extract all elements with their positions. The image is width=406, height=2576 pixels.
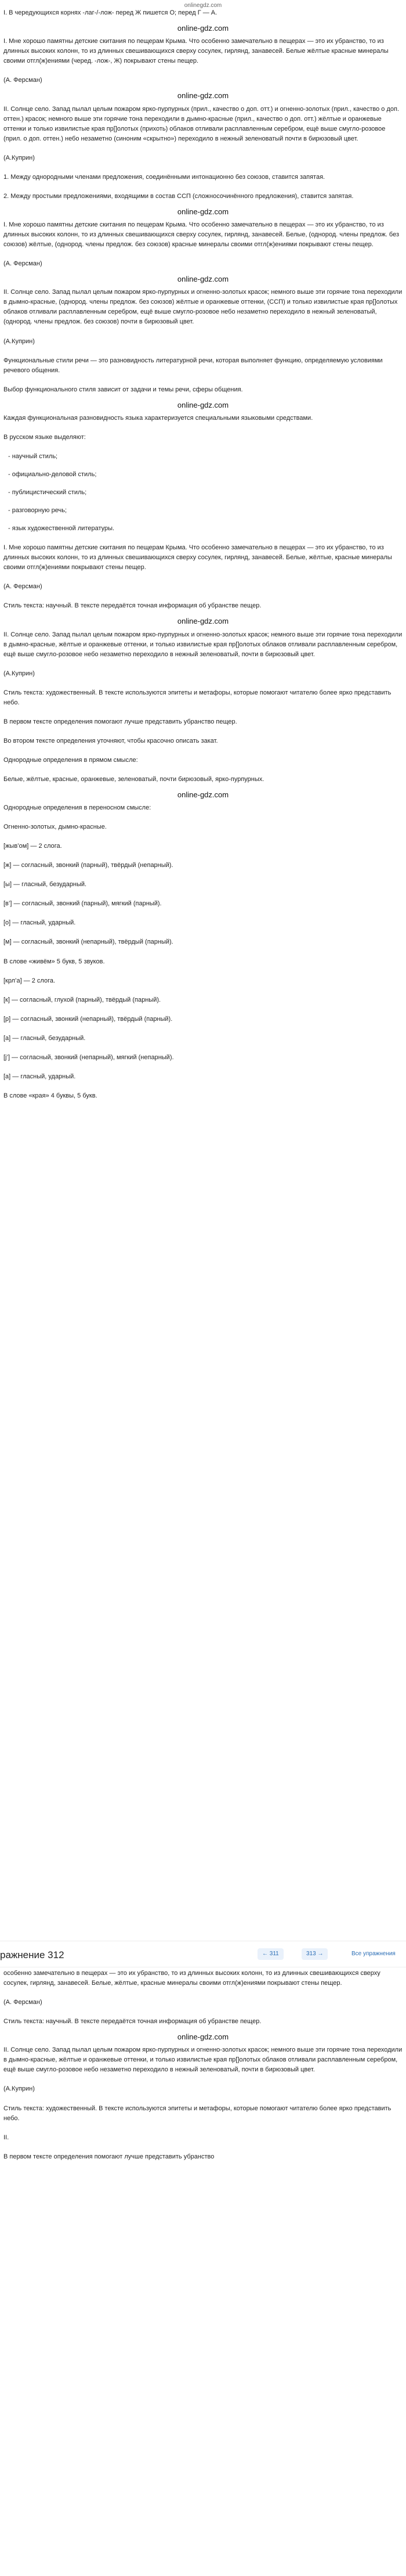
phonetic-line: [а] — гласный, безударный. bbox=[3, 1034, 86, 1042]
top-watermark: onlinegdz.com bbox=[184, 2, 222, 9]
list-item: - разговорную речь; bbox=[8, 507, 67, 515]
phonetic-line: [к] — согласный, глухой (парный), твёрдый (парный). bbox=[3, 996, 161, 1003]
text-paragraph: В первом тексте определения помогают лучше представить убранство пещер. bbox=[3, 718, 237, 725]
text-paragraph: II. Солнце село. Запад пылал целым пожаром ярко-пурпурных (прил., качество о доп. отт.) и огненно-золотых (прил., качество о доп. оттен.) красок; немного выше эти горячие тона переходили в дымно-красные (прил., качество о доп. отт.) жёлтые и оранжевые оттенки и только извилистые края пр[]олотых (прихоть) облаков отливали расплавленным серебром, ещё выше смугло-розовое (прил. о доп. оттен.) небо незаметно (синоним «скрытно») переходило в нежный зеленоватый почти в бирюзовый цвет. bbox=[3, 105, 400, 142]
text-paragraph: Стиль текста: научный. В тексте передаётся точная информация об убранстве пещер. bbox=[3, 602, 262, 610]
exercise-navigation-bar bbox=[0, 1941, 406, 1967]
phonetic-line: [крл’а] — 2 слога. bbox=[3, 977, 56, 984]
author: (А.Куприн) bbox=[3, 2085, 35, 2093]
watermark: online-gdz.com bbox=[177, 207, 229, 216]
text-paragraph: Стиль текста: художественный. В тексте используются эпитеты и метафоры, которые помогают читателю более ярко представить небо. bbox=[3, 2104, 392, 2122]
main-content bbox=[0, 8, 406, 1101]
phonetic-line: [j’] — согласный, звонкий (непарный), мягкий (непарный). bbox=[3, 1053, 174, 1061]
text-paragraph: Белые, жёлтые, красные, оранжевые, зеленоватый, почти бирюзовый, ярко-пурпурных. bbox=[3, 775, 264, 783]
list-item: - официально-деловой стиль; bbox=[8, 470, 97, 478]
text-paragraph: II. Солнце село. Запад пылал целым пожаром ярко-пурпурных и огненно-золотых красок; немного выше эти горячие тона переходили в дымно-красные, жёлтые и оранжевые оттенки, и только извилистые края пр[]олотых облаков отливали расплавленным серебром, ещё выше смугло-розовое небо незаметно переходило в нежный зеленоватый, почти в бирюзовый цвет. bbox=[3, 2046, 403, 2074]
phonetic-line: [в’] — согласный, звонкий (парный), мягкий (парный). bbox=[3, 900, 162, 908]
watermark: online-gdz.com bbox=[177, 275, 229, 284]
phonetic-line: [р] — согласный, звонкий (непарный), твёрдый (парный). bbox=[3, 1015, 173, 1023]
list-item: - язык художественной литературы. bbox=[8, 525, 115, 533]
author: (А.Куприн) bbox=[3, 154, 35, 161]
phonetic-line: В слове «края» 4 буквы, 5 букв. bbox=[3, 1092, 97, 1099]
text-paragraph: II. Солнце село. Запад пылал целым пожаром ярко-пурпурных и огненно-золотых красок; немного выше эти горячие тона переходили в дымно-красные, (однород. члены предлож. без союзов) жёлтые и оранжевые оттенки, (ССП) и только извилистые края пр[]олотых облаков отливали расплавленным серебром, ещё выше смугло-розовое небо незаметно переходило в нежный зеленоватый, (однород. члены предлож. без союзов) почти в бирюзовый цвет. bbox=[3, 289, 403, 326]
phonetic-line: [жыв’ом] — 2 слога. bbox=[3, 843, 62, 850]
watermark: online-gdz.com bbox=[177, 400, 229, 409]
rule-paragraph: I. В чередующихся корнях -лаг-/-лож- перед Ж пишется О; перед Г — А. bbox=[3, 9, 217, 16]
text-paragraph: Огненно-золотых, дымно-красные. bbox=[3, 823, 107, 831]
watermark: online-gdz.com bbox=[177, 24, 229, 33]
watermark: online-gdz.com bbox=[177, 617, 229, 626]
author: (А.Куприн) bbox=[3, 670, 35, 677]
text-paragraph: I. Мне хорошо памятны детские скитания по пещерам Крыма. Что особенно замечательно в пещерах — это их убранство, то из длинных высоких колонн, то из длинных свешивающихся сверху сосулек, гирлянд, занавесей. Белые, (однород. члены предлож. без союзов) жёлтые, (однород. члены предлож. без союзов) красные минералы своими отгл(ж)ениями покрывают стены пещер. bbox=[3, 221, 400, 249]
phonetic-line: [а] — гласный, ударный. bbox=[3, 1073, 76, 1080]
phonetic-line: В слове «живём» 5 букв, 5 звуков. bbox=[3, 958, 105, 965]
phonetic-line: [ы] — гласный, безударный. bbox=[3, 881, 87, 888]
watermark: online-gdz.com bbox=[177, 790, 229, 799]
text-paragraph: Во втором тексте определения уточняют, чтобы красочно описать закат. bbox=[3, 737, 218, 744]
list-item: - научный стиль; bbox=[8, 452, 58, 460]
text-paragraph: Выбор функционального стиля зависит от задачи и темы речи, сферы общения. bbox=[3, 386, 243, 393]
text-paragraph: В русском языке выделяют: bbox=[3, 433, 86, 441]
author: (А. Ферсман) bbox=[3, 260, 42, 268]
author: (А. Ферсман) bbox=[3, 77, 42, 84]
exercise-title: ражнение 312 bbox=[0, 1949, 64, 1960]
list-item: - публицистический стиль; bbox=[8, 489, 87, 497]
text-paragraph: Каждая функциональная разновидность языка характеризуется специальными языковыми средствами. bbox=[3, 414, 313, 422]
all-exercises-link[interactable]: Все упражнения bbox=[351, 1951, 396, 1957]
definition-paragraph: Функциональные стили речи — это разновидность литературной речи, которая выполняет функцию, определяемую условиями речевого общения. bbox=[3, 357, 383, 374]
text-paragraph: II. bbox=[3, 2134, 9, 2141]
prev-exercise-button[interactable]: ← 311 bbox=[258, 1948, 284, 1960]
styles-list bbox=[8, 452, 403, 534]
rule-paragraph: 1. Между однородными членами предложения, соединёнными интонационно без союзов, ставится запятая. bbox=[3, 173, 325, 181]
watermark: online-gdz.com bbox=[177, 91, 229, 100]
text-paragraph: особенно замечательно в пещерах — это их убранство, то из длинных высоких колонн, то из длинных свешивающихся сверху сосулек, гирлянд, занавесей. Белые, жёлтые, красные минералы своими отгл(ж)ениями покрывают стены пещер. bbox=[3, 1970, 380, 1987]
text-paragraph: Стиль текста: художественный. В тексте используются эпитеты и метафоры, которые помогают читателю более ярко представить небо. bbox=[3, 689, 392, 706]
text-paragraph: Однородные определения в переносном смысле: bbox=[3, 804, 151, 812]
phonetic-line: [ж] — согласный, звонкий (парный), твёрдый (непарный). bbox=[3, 862, 173, 869]
author: (А. Ферсман) bbox=[3, 583, 42, 591]
phonetic-line: [м] — согласный, звонкий (непарный), твёрдый (парный). bbox=[3, 938, 173, 946]
text-paragraph: I. Мне хорошо памятны детские скитания по пещерам Крыма. Что особенно замечательно в пещерах — это их убранство, то из длинных высоких колонн, то из длинных свешивающихся сверху сосулек, гирлянд, занавесей. Белые, жёлтые, красные минералы своими отгл(ж)ениями покрывают стены пещер. bbox=[3, 544, 392, 571]
text-paragraph: Стиль текста: научный. В тексте передаётся точная информация об убранстве пещер. bbox=[3, 2018, 262, 2025]
author: (А. Ферсман) bbox=[3, 1999, 42, 2006]
author: (А.Куприн) bbox=[3, 337, 35, 345]
text-paragraph: II. Солнце село. Запад пылал целым пожаром ярко-пурпурных и огненно-золотых красок; немного выше эти горячие тона переходили в дымно-красные, жёлтые и оранжевые оттенки, и только извилистые края пр[]олотых облаков отливали расплавленным серебром, ещё выше смугло-розовое небо незаметно переходило в нежный зеленоватый, почти в бирюзовый цвет. bbox=[3, 631, 403, 658]
text-paragraph: I. Мне хорошо памятны детские скитания по пещерам Крыма. Что особенно замечательно в пещерах — это их убранство, то из длинных высоких колонн, то из длинных свешивающихся сверху сосулек, гирлянд, занавесей. Белые жёлтые красные минералы своими отгл(ж)ениями (черед. -лож-, Ж) покрывают стены пещер. bbox=[3, 38, 389, 65]
phonetic-line: [о] — гласный, ударный. bbox=[3, 919, 76, 927]
watermark: online-gdz.com bbox=[177, 2032, 229, 2042]
next-exercise-button[interactable]: 313 → bbox=[302, 1948, 328, 1960]
repeated-content bbox=[3, 1969, 403, 2171]
rule-paragraph: 2. Между простыми предложениями, входящими в состав ССП (сложносочинённого предложения), ставится запятая. bbox=[3, 192, 354, 200]
text-paragraph: Однородные определения в прямом смысле: bbox=[3, 756, 138, 764]
text-paragraph: В первом тексте определения помогают лучше представить убранство bbox=[3, 2153, 215, 2160]
